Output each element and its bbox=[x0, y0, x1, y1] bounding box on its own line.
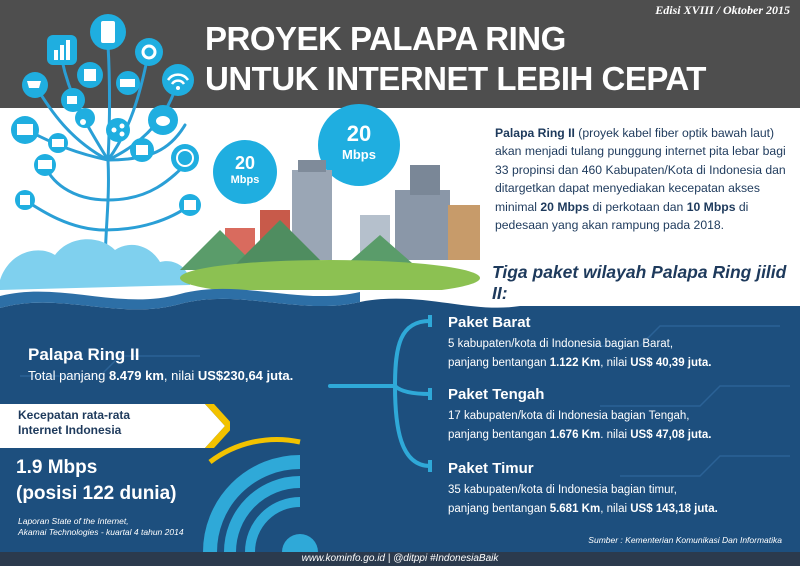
gift-icon bbox=[130, 138, 154, 162]
speed-note-line1: Laporan State of the Internet, bbox=[18, 516, 129, 526]
camera-icon bbox=[48, 133, 68, 153]
palapa-total-title: Palapa Ring II bbox=[28, 345, 140, 364]
share-icon bbox=[106, 118, 130, 142]
description-speed-village: 10 Mbps bbox=[686, 199, 736, 214]
package-timur-line1: 35 kabupaten/kota di Indonesia bagian timur, bbox=[448, 484, 677, 496]
package-tengah-line2 bbox=[448, 426, 711, 445]
bubble-left-unit: Mbps bbox=[230, 174, 260, 186]
package-timur-line2 bbox=[448, 500, 718, 519]
page-title-line2: UNTUK INTERNET LEBIH CEPAT bbox=[205, 60, 706, 97]
bubble-right-unit: Mbps bbox=[342, 147, 376, 162]
package-barat-title: Paket Barat bbox=[448, 314, 531, 331]
gear-icon bbox=[135, 38, 163, 66]
package-tengah-title: Paket Tengah bbox=[448, 386, 545, 403]
package-tengah-mid: . nilai bbox=[600, 429, 631, 441]
book-icon bbox=[15, 190, 35, 210]
palapa-total-mid: , nilai bbox=[163, 368, 198, 383]
package-barat bbox=[448, 314, 711, 373]
package-timur-value: US$ 143,18 juta. bbox=[630, 503, 718, 515]
page-title-line1: PROYEK PALAPA RING bbox=[205, 20, 566, 57]
mobile-icon bbox=[90, 14, 126, 50]
package-barat-mid: , nilai bbox=[600, 357, 631, 369]
puzzle-icon bbox=[77, 62, 103, 88]
palapa-total-length: 8.479 km bbox=[108, 368, 164, 383]
description-text1: (proyek kabel fiber optik bawah laut) akan menjadi tulang punggung internet pita lebar bagi 33 propinsi dan 460 Kabupaten/Kota di Indonesia dan ditargetkan dapat menyediakan kecepatan akses minimal bbox=[495, 126, 786, 214]
monitor-icon bbox=[11, 116, 39, 144]
cart-icon bbox=[22, 72, 48, 98]
description-text2: di perkotaan dan bbox=[589, 199, 687, 214]
package-barat-length: 1.122 Km bbox=[549, 357, 601, 369]
battery-icon bbox=[116, 71, 140, 95]
bubble-left-value: 20 bbox=[234, 153, 256, 173]
package-tengah-prefix: panjang bentangan bbox=[448, 429, 550, 441]
palapa-total-line bbox=[28, 368, 293, 383]
bubble-right-value: 20 bbox=[346, 121, 372, 146]
package-barat-value: US$ 40,39 juta. bbox=[630, 357, 712, 369]
package-timur-prefix: panjang bentangan bbox=[448, 503, 550, 515]
wifi-icon bbox=[162, 64, 194, 96]
package-tengah-value: US$ 47,08 juta. bbox=[630, 429, 712, 441]
package-timur bbox=[448, 460, 718, 519]
speed-value-line1: 1.9 Mbps bbox=[16, 457, 98, 478]
speed-value bbox=[16, 455, 176, 507]
package-barat-prefix: panjang bentangan bbox=[448, 357, 550, 369]
speed-source-note bbox=[18, 516, 184, 538]
package-tengah-line1: 17 kabupaten/kota di Indonesia bagian Tengah, bbox=[448, 410, 690, 422]
edition-label: Edisi XVIII / Oktober 2015 bbox=[655, 3, 790, 17]
source-note: Sumber : Kementerian Komunikasi Dan Informatika bbox=[588, 535, 782, 545]
palapa-total-prefix: Total panjang bbox=[28, 368, 109, 383]
footer-links[interactable]: www.kominfo.go.id | @ditppi #IndonesiaBaik bbox=[301, 553, 499, 564]
package-barat-line1: 5 kabupaten/kota di Indonesia bagian Barat, bbox=[448, 338, 674, 350]
coffee-icon bbox=[61, 88, 85, 112]
package-tengah bbox=[448, 386, 711, 445]
description-lead: Palapa Ring II bbox=[495, 126, 575, 140]
city-illustration bbox=[180, 150, 490, 290]
music-icon bbox=[75, 108, 95, 128]
speed-label-line1: Kecepatan rata-rata bbox=[18, 408, 131, 422]
package-tengah-length: 1.676 Km bbox=[549, 429, 601, 441]
bird-icon bbox=[148, 105, 178, 135]
package-timur-mid: , nilai bbox=[600, 503, 631, 515]
package-barat-line2 bbox=[448, 354, 711, 373]
chart-icon bbox=[47, 35, 77, 65]
speed-note-line2: Akamai Technologies - kuartal 4 tahun 2014 bbox=[18, 527, 184, 537]
packages-heading: Tiga paket wilayah Palapa Ring jilid II: bbox=[492, 262, 787, 303]
description-paragraph bbox=[495, 124, 791, 234]
package-timur-title: Paket Timur bbox=[448, 460, 534, 477]
speed-label-line2: Internet Indonesia bbox=[18, 423, 122, 437]
mail-icon bbox=[34, 154, 56, 176]
speed-label bbox=[18, 408, 198, 438]
palapa-total-value: US$230,64 juta. bbox=[197, 368, 294, 383]
description-speed-city: 20 Mbps bbox=[540, 199, 590, 214]
package-timur-length: 5.681 Km bbox=[549, 503, 601, 515]
speed-value-line2: (posisi 122 dunia) bbox=[16, 483, 177, 504]
description-text3: di pedesaan yang akan rampung pada 2018. bbox=[495, 199, 749, 233]
